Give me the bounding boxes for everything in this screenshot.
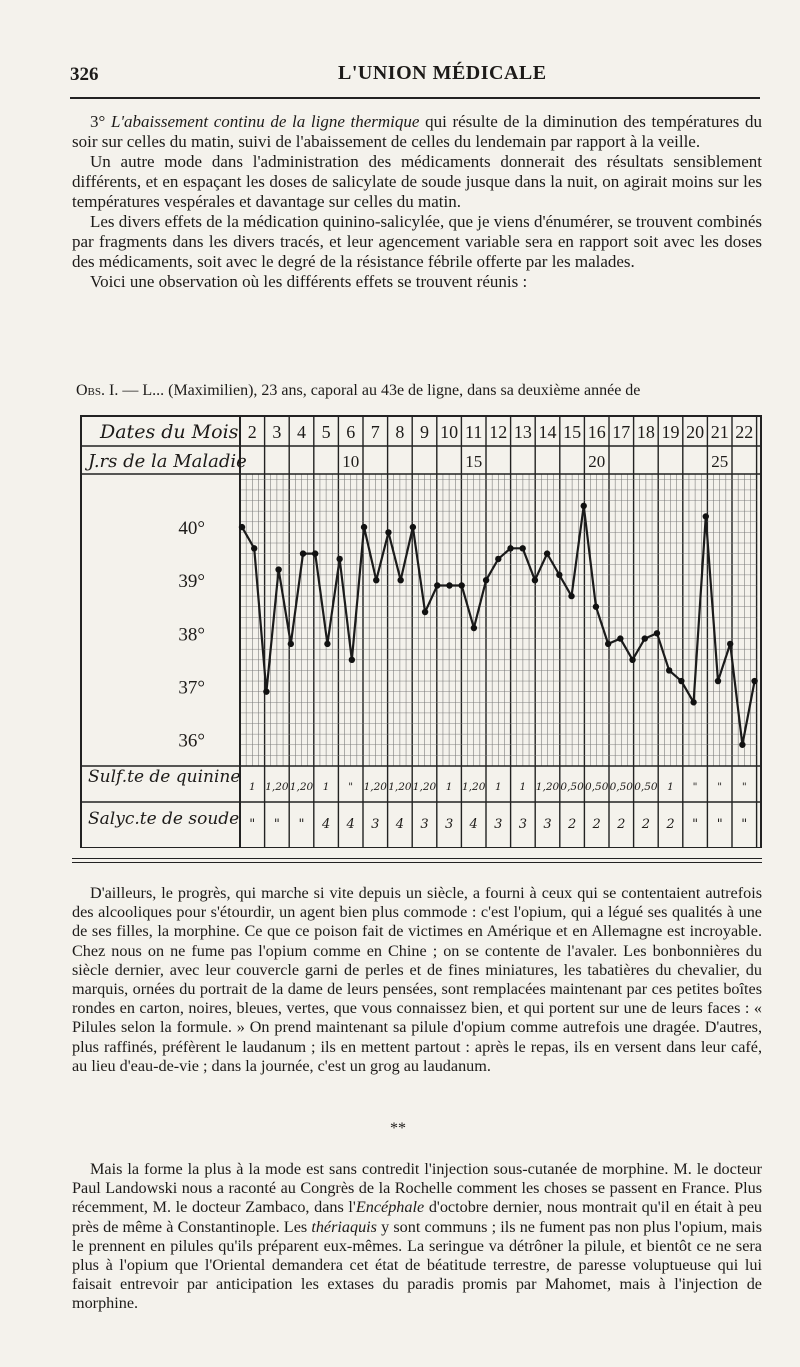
row-label-dates: Dates du Mois	[100, 421, 239, 443]
temperature-point	[556, 572, 562, 578]
date-tick-label: 17	[612, 422, 631, 442]
intro-paragraph-2: Un autre mode dans l'administration des médicaments donnerait des résultats sensiblement différents, et en espaçant les doses de salicylate de soude jusque dans la nuit, on agirait moins sur les températures vespérales et davantage sur celles du matin.	[72, 152, 762, 211]
temperature-point	[495, 556, 501, 562]
y-tick-label: 36°	[178, 730, 205, 752]
soude-dose-label: 3	[494, 817, 503, 832]
soude-dose-label: "	[298, 817, 305, 832]
paragraph-text: y sont communs ; ils ne fument pas non plus l'opium, mais le prennent en pilules qu'ils préparent eux-mêmes. La seringue va détrôner la pilule, et bientôt ce ne sera plus à l'opium que l'Oriental demandera cet état de béatitude terrestre, de paresse voluptueuse qui lui faisait entrevoir par anticipation les extases du paradis promis par Mahomet, mais à l'injection de morphine.	[72, 1217, 762, 1313]
soude-dose-label: 4	[469, 817, 478, 832]
temperature-point	[581, 503, 587, 509]
temperature-point	[703, 513, 709, 519]
soude-dose-label: 3	[444, 817, 454, 832]
date-tick-label: 19	[661, 422, 680, 442]
temperature-point	[629, 657, 635, 663]
temperature-point	[446, 582, 452, 588]
quinine-dose-label: 1,20	[535, 781, 560, 793]
quinine-dose-label: "	[692, 781, 698, 793]
date-tick-label: 7	[370, 422, 380, 442]
temperature-point	[617, 635, 623, 641]
quinine-dose-label: 1	[519, 781, 527, 793]
quinine-dose-label: 1	[494, 781, 502, 793]
temperature-point	[397, 577, 403, 583]
temperature-point	[251, 545, 257, 551]
date-tick-label: 20	[686, 422, 705, 442]
observation-label: Obs. I.	[76, 382, 119, 399]
temperature-point	[275, 566, 281, 572]
paragraph-text: d'octobre dernier, nous montrait qu'il en était à peu près de même à Constantinople. Les	[72, 1198, 762, 1236]
temperature-point	[751, 678, 757, 684]
quinine-dose-label: 1,20	[265, 781, 289, 793]
date-tick-label: 2	[247, 422, 257, 442]
observation-text: — L... (Maximilien), 23 ans, caporal au 43e de ligne, dans sa deuxième année de	[118, 382, 641, 399]
date-tick-label: 22	[735, 422, 754, 442]
quinine-dose-label: 1,20	[289, 781, 314, 793]
quinine-dose-label: 0,50	[560, 781, 584, 793]
temperature-point	[544, 550, 550, 556]
date-tick-label: 15	[563, 422, 582, 442]
soude-dose-label: 2	[641, 817, 651, 832]
quinine-dose-label: 1	[322, 781, 330, 793]
soude-dose-label: 4	[321, 817, 331, 832]
soude-dose-label: "	[249, 817, 256, 832]
date-tick-label: 18	[636, 422, 655, 442]
soude-dose-label: 2	[666, 817, 675, 832]
temperature-point	[373, 577, 379, 583]
y-tick-label: 40°	[178, 518, 205, 540]
date-tick-label: 21	[710, 422, 729, 442]
soude-dose-label: "	[273, 817, 280, 832]
quinine-dose-label: 1	[248, 781, 256, 793]
item-number: 3°	[90, 112, 111, 131]
soude-dose-label: 2	[567, 817, 577, 832]
temperature-point	[471, 625, 477, 631]
date-tick-label: 3	[272, 422, 282, 442]
intro-paragraph-1	[72, 112, 762, 152]
temperature-point	[642, 635, 648, 641]
date-tick-label: 6	[346, 422, 356, 442]
soude-dose-label: 4	[395, 817, 405, 832]
quinine-dose-label: 1	[667, 781, 674, 793]
soude-dose-label: 3	[371, 817, 380, 832]
date-tick-label: 14	[538, 422, 557, 442]
observation-line	[76, 382, 766, 400]
paragraph-text: qui résulte de la diminution des températures du soir sur celles du matin, suivi de l'abaissement de celles du lendemain par rapport à la veille.	[72, 112, 762, 151]
soude-dose-label: "	[692, 817, 699, 832]
soude-dose-label: "	[716, 817, 723, 832]
temperature-point	[593, 604, 599, 610]
quinine-dose-label: "	[741, 781, 747, 793]
quinine-dose-label: 0,50	[585, 781, 609, 793]
date-tick-label: 9	[420, 422, 429, 442]
quinine-dose-label: 1,20	[388, 781, 412, 793]
body-text-2	[72, 1160, 762, 1314]
chart-bottom-rule-2	[72, 862, 762, 863]
header-rule	[70, 97, 760, 99]
disease-day-label: 10	[342, 452, 360, 471]
paragraph-text: Mais la forme la plus à la mode est sans contredit l'injection sous-cutanée de morphine. M. le docteur Paul Landowski nous a raconté au Congrès de la Rochelle comment les choses se passent en France. Plus récemment, M. le docteur Zambaco, dans l'	[72, 1160, 762, 1217]
soude-dose-label: 3	[518, 817, 528, 832]
intro-paragraph-4: Voici une observation où les différents effets se trouvent réunis :	[90, 272, 528, 291]
temperature-point	[385, 529, 391, 535]
temperature-point	[410, 524, 416, 530]
soude-dose-label: 3	[543, 817, 552, 832]
temperature-chart	[80, 408, 762, 848]
temperature-point	[678, 678, 684, 684]
soude-dose-label: "	[741, 817, 748, 832]
journal-title: Encéphale	[355, 1198, 425, 1217]
page-header	[70, 58, 760, 94]
date-tick-label: 8	[395, 422, 405, 442]
temperature-point	[715, 678, 721, 684]
temperature-point	[483, 577, 489, 583]
temperature-point	[361, 524, 367, 530]
quinine-dose-label: 0,50	[634, 781, 658, 793]
y-tick-label: 38°	[178, 624, 205, 646]
temperature-point	[654, 630, 660, 636]
y-tick-label: 39°	[178, 571, 205, 593]
temperature-point	[739, 742, 745, 748]
quinine-dose-label: 0,50	[609, 781, 633, 793]
temperature-point	[568, 593, 574, 599]
temperature-point	[532, 577, 538, 583]
temperature-point	[288, 641, 294, 647]
row-label-disease-days: J.rs de la Maladie	[88, 451, 247, 472]
disease-day-label: 25	[711, 452, 729, 471]
disease-day-label: 15	[465, 452, 483, 471]
temperature-point	[520, 545, 526, 551]
intro-paragraph-3: Les divers effets de la médication quinino-salicylée, que je viens d'énumérer, se trouvent combinés par fragments dans les divers tracés, et leur agencement variable sera en rapport soit avec les doses des médicaments, soit avec le degré de la résistance fébrile offerte par les malades.	[72, 212, 762, 271]
row-label-quinine: Sulf.te de quinine	[88, 767, 241, 787]
date-tick-label: 13	[513, 422, 532, 442]
soude-dose-label: 4	[346, 817, 355, 832]
date-tick-label: 5	[321, 422, 331, 442]
temperature-point	[263, 688, 269, 694]
soude-dose-label: 2	[617, 817, 626, 832]
chart-bottom-rule	[72, 858, 762, 859]
intro-text	[72, 112, 762, 292]
temperature-point	[336, 556, 342, 562]
date-tick-label: 16	[587, 422, 606, 442]
temperature-point	[349, 657, 355, 663]
running-title: L'UNION MÉDICALE	[338, 62, 547, 84]
quinine-dose-label: 1,20	[363, 781, 387, 793]
soude-dose-label: 2	[592, 817, 601, 832]
quinine-dose-label: 1	[445, 781, 453, 793]
quinine-dose-label: "	[717, 781, 723, 793]
chart-labels	[84, 421, 753, 832]
temperature-point	[434, 582, 440, 588]
body-paragraph-1: D'ailleurs, le progrès, qui marche si vite depuis un siècle, a fourni à ceux qui se contentaient autrefois des alcooliques pour s'étourdir, un agent bien plus commode : c'est l'opium, qui a légué ses qualités à une de ses filles, la morphine. Ce que ce poison fait de victimes en Amérique et en Allemagne est incroyable. Chez nous on ne fume pas l'opium comme en Chine ; on se contente de l'avaler. Les bonbonnières du siècle dernier, avec leur couvercle garni de perles et de fines miniatures, les tabatières du chevalier, du marquis, ornées du portrait de la dame de leurs pensées, sont remplacées maintenant par ces petites boîtes rondes en carton, noires, bleues, vertes, que vous connaissez bien, et qui portent sur une de leurs faces : « Pilules selon la formule. » On prend maintenant sa pilule d'opium comme autrefois une dragée. D'autres, plus raffinés, préfèrent le laudanum ; ils en mettent partout : après le repas, ils en versent dans leur café, au lieu d'eau-de-vie ; dans la journée, c'est un grog au laudanum.	[72, 884, 762, 1075]
row-label-soude: Salyc.te de soude	[88, 809, 240, 829]
date-tick-label: 4	[297, 422, 306, 442]
temperature-point	[507, 545, 513, 551]
y-tick-label: 37°	[178, 677, 205, 699]
disease-day-label: 20	[588, 452, 606, 471]
temperature-point	[458, 582, 464, 588]
temperature-point	[666, 667, 672, 673]
body-text-1	[72, 884, 762, 1076]
date-tick-label: 10	[440, 422, 459, 442]
italic-term: L'abaissement continu de la ligne thermique	[110, 112, 420, 131]
temperature-point	[605, 641, 611, 647]
soude-dose-label: 3	[420, 817, 429, 832]
temperature-point	[324, 641, 330, 647]
temperature-point	[300, 550, 306, 556]
date-tick-label: 11	[465, 422, 483, 442]
temperature-point	[239, 524, 245, 530]
quinine-dose-label: 1,20	[462, 781, 486, 793]
italic-term: thériaquis	[311, 1217, 377, 1236]
page-number: 326	[70, 64, 99, 85]
body-paragraph-2	[72, 1160, 762, 1314]
temperature-point	[422, 609, 428, 615]
section-break-stars: **	[390, 1120, 406, 1137]
date-tick-label: 12	[489, 422, 508, 442]
temperature-point	[312, 550, 318, 556]
temperature-point	[690, 699, 696, 705]
quinine-dose-label: 1,20	[412, 781, 437, 793]
quinine-dose-label: "	[348, 781, 354, 793]
temperature-point	[727, 641, 733, 647]
